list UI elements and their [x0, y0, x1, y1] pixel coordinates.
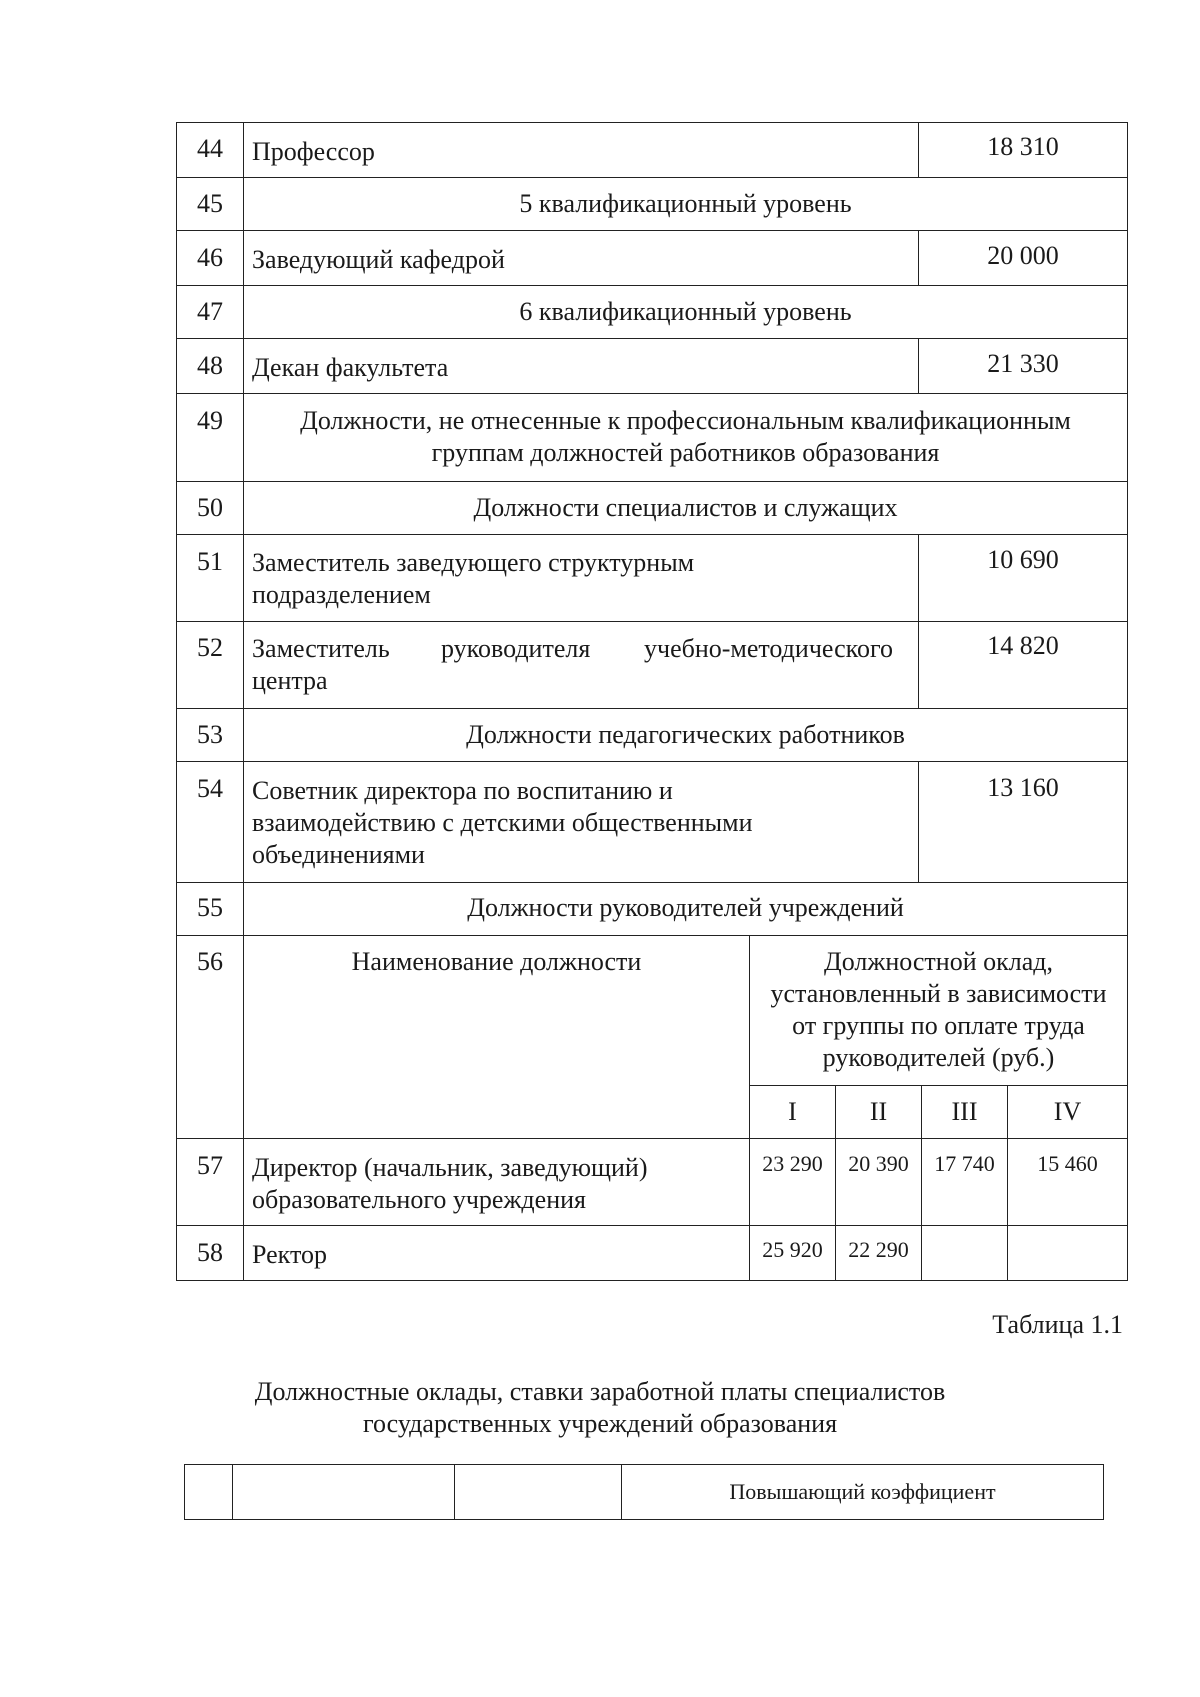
position-name: Заведующий кафедрой	[252, 245, 505, 274]
position-name-word: Заместитель	[252, 634, 390, 663]
row-number: 51	[197, 547, 223, 576]
position-name-line: Заместитель заведующего структурным	[252, 548, 695, 577]
row-number: 58	[197, 1238, 223, 1267]
section-heading-line: группам должностей работников образования	[431, 438, 940, 467]
salary-value-group-IV: 15 460	[1037, 1151, 1098, 1176]
row-number: 47	[197, 297, 223, 326]
group-label-II: II	[869, 1097, 888, 1126]
column-header-name: Наименование должности	[351, 947, 642, 976]
section-heading-line: Должности, не отнесенные к профессиональным квалификационным	[300, 406, 1071, 435]
position-name: Декан факультета	[252, 353, 449, 382]
row-number: 56	[197, 947, 223, 976]
cell-v4-58	[1007, 1225, 1128, 1281]
row-number: 48	[197, 351, 223, 380]
position-name-word: учебно-методического	[644, 634, 893, 663]
section-heading: Должности специалистов и служащих	[473, 493, 898, 522]
table-label: Таблица 1.1	[992, 1310, 1123, 1339]
salary-value: 10 690	[987, 545, 1059, 574]
salary-value-group-II: 20 390	[848, 1151, 909, 1176]
row-number: 52	[197, 633, 223, 662]
row-number: 44	[197, 134, 223, 163]
row-number: 49	[197, 406, 223, 435]
salary-value: 13 160	[987, 773, 1059, 802]
group-label-IV: IV	[1053, 1097, 1082, 1126]
column-header-salary-line: руководителей (руб.)	[822, 1043, 1055, 1072]
salary-value: 20 000	[987, 241, 1059, 270]
section-heading: 6 квалификационный уровень	[519, 297, 852, 326]
row-number: 50	[197, 493, 223, 522]
row-number: 45	[197, 189, 223, 218]
t2-cell-2	[232, 1464, 455, 1520]
section-heading: Должности руководителей учреждений	[467, 893, 904, 922]
row-number: 55	[197, 893, 223, 922]
row-number: 54	[197, 774, 223, 803]
salary-value: 18 310	[987, 132, 1059, 161]
salary-value-group-III: 17 740	[934, 1151, 995, 1176]
position-name: Профессор	[252, 137, 375, 166]
t2-cell-1	[184, 1464, 233, 1520]
position-name-word: руководителя	[441, 634, 591, 663]
salary-value-group-II: 22 290	[848, 1237, 909, 1262]
column-header-salary-line: Должностной оклад,	[824, 947, 1053, 976]
salary-value: 14 820	[987, 631, 1059, 660]
group-label-III: III	[951, 1097, 978, 1126]
section-heading: Должности педагогических работников	[466, 720, 905, 749]
t2-cell-3	[454, 1464, 622, 1520]
position-name: Ректор	[252, 1240, 327, 1269]
group-label-I: I	[788, 1097, 797, 1126]
position-name-line: взаимодействию с детскими общественными	[252, 808, 753, 837]
section-heading: 5 квалификационный уровень	[519, 189, 852, 218]
column-header-salary-line: установленный в зависимости	[770, 979, 1107, 1008]
row-number: 46	[197, 243, 223, 272]
position-name-line: Директор (начальник, заведующий)	[252, 1153, 648, 1182]
position-name-line: центра	[252, 666, 328, 695]
cell-v3-58	[921, 1225, 1008, 1281]
table-caption-line: государственных учреждений образования	[362, 1409, 838, 1438]
row-number: 53	[197, 720, 223, 749]
salary-value: 21 330	[987, 349, 1059, 378]
position-name-line: Советник директора по воспитанию и	[252, 776, 673, 805]
table-caption-line: Должностные оклады, ставки заработной платы специалистов	[254, 1377, 946, 1406]
t2-header-coefficient: Повышающий коэффициент	[729, 1479, 996, 1504]
salary-value-group-I: 25 920	[762, 1237, 823, 1262]
position-name-line: объединениями	[252, 840, 425, 869]
position-name-line: подразделением	[252, 580, 431, 609]
salary-value-group-I: 23 290	[762, 1151, 823, 1176]
column-header-salary-line: от группы по оплате труда	[792, 1011, 1085, 1040]
position-name-line: образовательного учреждения	[252, 1185, 586, 1214]
row-number: 57	[197, 1151, 223, 1180]
